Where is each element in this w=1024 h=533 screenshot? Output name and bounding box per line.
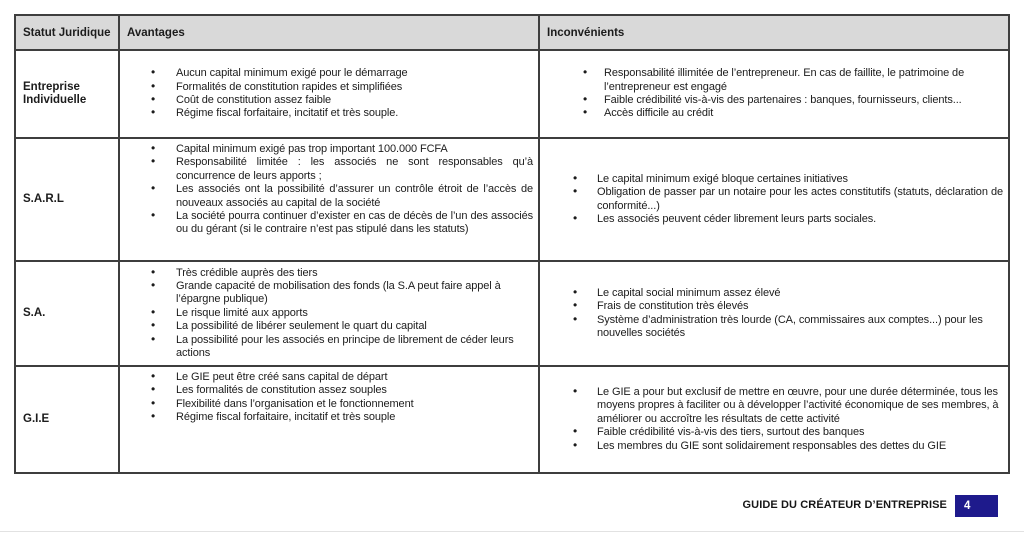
bullet-item: • Le capital social minimum assez élevé [572, 287, 1003, 300]
table-row-sarl [15, 138, 1009, 261]
page-bottom-edge [0, 531, 1024, 532]
bullet-list [120, 371, 533, 425]
bullet-item: • Grande capacité de mobilisation des fonds (la S.A peut faire appel à l’épargne publique) [150, 280, 533, 307]
bullet-item: • Formalités de constitution rapides et simplifiées [150, 81, 533, 94]
bullet-list [540, 173, 1003, 227]
bullet-item: • Les formalités de constitution assez souples [150, 384, 533, 397]
bullet-item: • Le capital minimum exigé bloque certaines initiatives [572, 173, 1003, 186]
table-row-gie [15, 366, 1009, 473]
bullet-item: • Le risque limité aux apports [150, 307, 533, 320]
statut-label: G.I.E [15, 366, 119, 473]
avantages-cell [119, 50, 539, 138]
bullet-item: • Obligation de passer par un notaire pour les actes constitutifs (statuts, déclaration de conformité...) [572, 186, 1003, 213]
bullet-item: • Flexibilité dans l’organisation et le fonctionnement [150, 398, 533, 411]
bullet-item: • Très crédible auprès des tiers [150, 267, 533, 280]
table-row-entreprise-individuelle [15, 50, 1009, 138]
bullet-list [120, 143, 533, 237]
inconvenients-cell [539, 138, 1009, 261]
bullet-item: • Système d’administration très lourde (CA, commissaires aux comptes...) pour les nouvelles sociétés [572, 314, 1003, 341]
bullet-item: • Responsabilité illimitée de l’entrepreneur. En cas de faillite, le patrimoine de l’entrepreneur est engagé [582, 67, 1003, 94]
bullet-list [540, 287, 1003, 341]
bullet-item: • Les associés peuvent céder librement leurs parts sociales. [572, 213, 1003, 226]
inconvenients-cell [539, 366, 1009, 473]
statut-label: S.A. [15, 261, 119, 366]
inconvenients-cell [539, 261, 1009, 366]
bullet-item: • Aucun capital minimum exigé pour le démarrage [150, 67, 533, 80]
statut-label: Entreprise Individuelle [15, 50, 119, 138]
bullet-item: • La société pourra continuer d’exister en cas de décès de l’un des associés ou du gérant (si le contraire n’est pas stipulé dans les statuts) [150, 210, 533, 237]
bullet-item: • Le GIE peut être créé sans capital de départ [150, 371, 533, 384]
bullet-item: • Les associés ont la possibilité d’assurer un contrôle étroit de l’accès de nouveaux associés au capital de la société [150, 183, 533, 210]
table-row-sa [15, 261, 1009, 366]
avantages-cell [119, 261, 539, 366]
avantages-cell [119, 366, 539, 473]
bullet-item: • Faible crédibilité vis-à-vis des partenaires : banques, fournisseurs, clients... [582, 94, 1003, 107]
statut-label: S.A.R.L [15, 138, 119, 261]
bullet-item: • Responsabilité limitée : les associés ne sont responsables qu’à concurrence de leurs apports ; [150, 156, 533, 183]
table-header-row [15, 15, 1009, 50]
bullet-list [120, 267, 533, 361]
page-footer [0, 495, 998, 517]
avantages-cell [119, 138, 539, 261]
bullet-item: • Les membres du GIE sont solidairement responsables des dettes du GIE [572, 440, 1003, 453]
bullet-list [540, 67, 1003, 121]
bullet-item: • Le GIE a pour but exclusif de mettre en œuvre, pour une durée déterminée, tous les moyens propres à faciliter ou à développer l’activité économique de ses membres, à améliorer ou accroître les résultats de cette activité [572, 386, 1003, 426]
bullet-item: • Accès difficile au crédit [582, 107, 1003, 120]
page-number: 4 [964, 500, 971, 512]
bullet-item: • Régime fiscal forfaitaire, incitatif et très souple [150, 411, 533, 424]
bullet-item: • Coût de constitution assez faible [150, 94, 533, 107]
page-number-badge [955, 495, 998, 517]
bullet-list [120, 67, 533, 121]
column-header-inconvenients: Inconvénients [539, 15, 1009, 50]
bullet-item: • La possibilité de libérer seulement le quart du capital [150, 320, 533, 333]
bullet-list [540, 386, 1003, 453]
column-header-statut-juridique: Statut Juridique [15, 15, 119, 50]
legal-status-comparison-table [14, 14, 1010, 474]
bullet-item: • Capital minimum exigé pas trop important 100.000 FCFA [150, 143, 533, 156]
inconvenients-cell [539, 50, 1009, 138]
column-header-avantages: Avantages [119, 15, 539, 50]
bullet-item: • La possibilité pour les associés en principe de librement de céder leurs actions [150, 334, 533, 361]
bullet-item: • Régime fiscal forfaitaire, incitatif et très souple. [150, 107, 533, 120]
footer-document-title: GUIDE DU CRÉATEUR D’ENTREPRISE [742, 499, 947, 511]
bullet-item: • Faible crédibilité vis-à-vis des tiers, surtout des banques [572, 426, 1003, 439]
bullet-item: • Frais de constitution très élevés [572, 300, 1003, 313]
